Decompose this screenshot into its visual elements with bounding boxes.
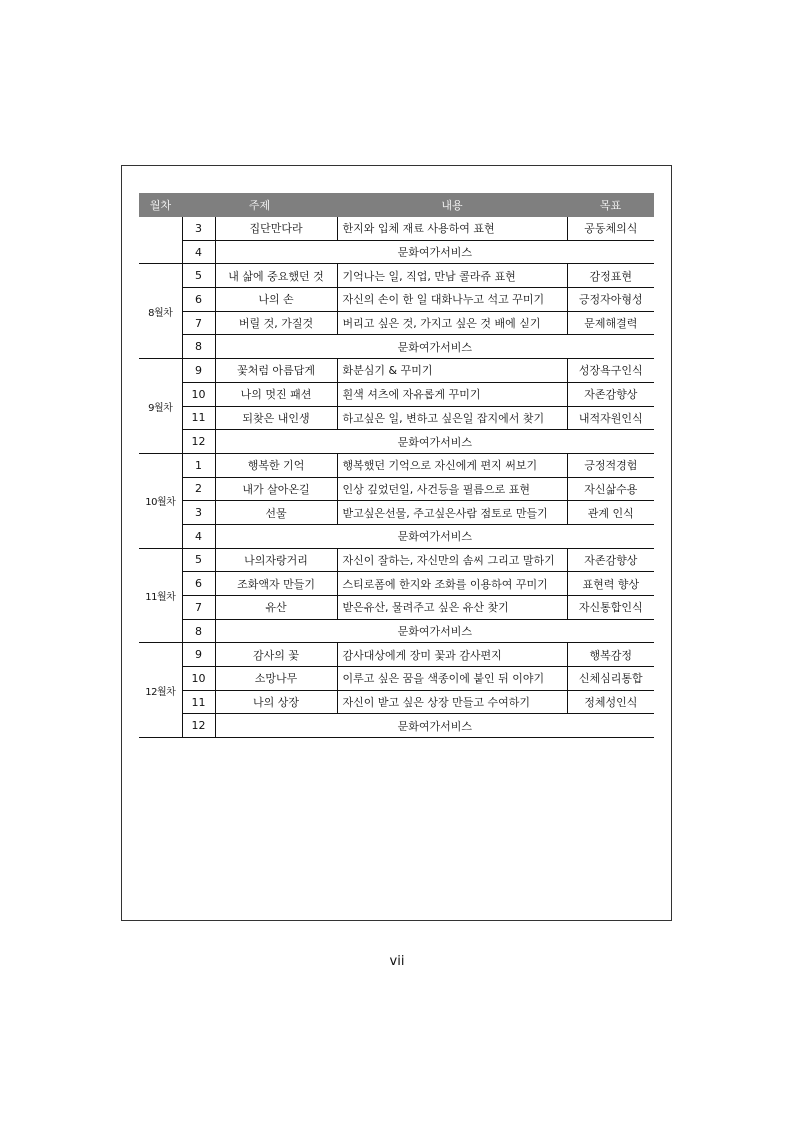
content-cell: 기억나는 일, 직업, 만남 콜라쥬 표현 [337,264,567,288]
table-row [139,643,654,667]
service-span-cell: 문화여가서비스 [215,430,654,454]
goal-cell: 정체성인식 [567,690,654,714]
content-cell: 흰색 셔츠에 자유롭게 꾸미기 [337,382,567,406]
table-header-row [139,193,654,217]
topic-cell: 행복한 기억 [215,453,337,477]
topic-cell: 되찾은 내인생 [215,406,337,430]
table-row [139,548,654,572]
table-row [139,288,654,312]
content-cell: 한지와 입체 재료 사용하여 표현 [337,217,567,240]
topic-cell: 유산 [215,596,337,620]
table-row [139,335,654,359]
table-row [139,572,654,596]
content-cell: 인상 깊었던일, 사건등을 필름으로 표현 [337,477,567,501]
topic-cell: 버릴 것, 가질것 [215,311,337,335]
session-number-cell: 7 [182,311,215,335]
topic-cell: 나의 상장 [215,690,337,714]
table-row [139,714,654,738]
goal-cell: 자신통합인식 [567,596,654,620]
month-cell: 11월차 [139,548,182,643]
topic-cell: 내가 살아온길 [215,477,337,501]
goal-cell: 신체심리통합 [567,667,654,691]
session-number-cell: 12 [182,714,215,738]
service-span-cell: 문화여가서비스 [215,714,654,738]
session-number-cell: 4 [182,524,215,548]
table-row [139,406,654,430]
table-row [139,217,654,240]
content-cell: 화분심기 & 꾸미기 [337,359,567,383]
table-row [139,667,654,691]
goal-cell: 긍정자아형성 [567,288,654,312]
session-number-cell: 6 [182,572,215,596]
goal-cell: 공동체의식 [567,217,654,240]
topic-cell: 조화액자 만들기 [215,572,337,596]
session-number-cell: 9 [182,359,215,383]
table-row [139,359,654,383]
goal-cell: 감정표현 [567,264,654,288]
month-cell [139,217,182,264]
table-row [139,524,654,548]
month-cell: 12월차 [139,643,182,738]
table-row [139,382,654,406]
topic-cell: 나의 멋진 패션 [215,382,337,406]
session-number-cell: 5 [182,548,215,572]
session-number-cell: 10 [182,667,215,691]
content-cell: 자신이 받고 싶은 상장 만들고 수여하기 [337,690,567,714]
topic-cell: 소망나무 [215,667,337,691]
topic-cell: 꽃처럼 아름답게 [215,359,337,383]
month-cell: 9월차 [139,359,182,454]
content-cell: 감사대상에게 장미 꽃과 감사편지 [337,643,567,667]
session-number-cell: 9 [182,643,215,667]
content-cell: 행복했던 기억으로 자신에게 편지 써보기 [337,453,567,477]
table-row [139,311,654,335]
table-body [139,217,654,738]
session-number-cell: 7 [182,596,215,620]
service-span-cell: 문화여가서비스 [215,619,654,643]
topic-cell: 선물 [215,501,337,525]
header-content: 내용 [337,193,567,217]
topic-cell: 집단만다라 [215,217,337,240]
topic-cell: 나의 손 [215,288,337,312]
table-row [139,264,654,288]
session-number-cell: 8 [182,335,215,359]
goal-cell: 관계 인식 [567,501,654,525]
goal-cell: 긍정적경험 [567,453,654,477]
content-cell: 스티로폼에 한지와 조화를 이용하여 꾸미기 [337,572,567,596]
session-number-cell: 4 [182,240,215,264]
topic-cell: 내 삶에 중요했던 것 [215,264,337,288]
table-row [139,501,654,525]
goal-cell: 자신삶수용 [567,477,654,501]
content-cell: 자신이 잘하는, 자신만의 솜씨 그리고 말하기 [337,548,567,572]
header-goal: 목표 [567,193,654,217]
service-span-cell: 문화여가서비스 [215,240,654,264]
content-cell: 자신의 손이 한 일 대화나누고 석고 꾸미기 [337,288,567,312]
month-cell: 10월차 [139,453,182,548]
service-span-cell: 문화여가서비스 [215,335,654,359]
session-number-cell: 2 [182,477,215,501]
topic-cell: 나의자랑거리 [215,548,337,572]
program-schedule-table [139,193,654,738]
session-number-cell: 1 [182,453,215,477]
session-number-cell: 12 [182,430,215,454]
table-row [139,240,654,264]
session-number-cell: 11 [182,690,215,714]
session-number-cell: 3 [182,217,215,240]
session-number-cell: 11 [182,406,215,430]
session-number-cell: 5 [182,264,215,288]
content-cell: 이루고 싶은 꿈을 색종이에 붙인 뒤 이야기 [337,667,567,691]
topic-cell: 감사의 꽃 [215,643,337,667]
content-cell: 받고싶은선물, 주고싶은사람 점토로 만들기 [337,501,567,525]
header-topic: 주제 [182,193,337,217]
content-cell: 버리고 싶은 것, 가지고 싶은 것 배에 싣기 [337,311,567,335]
session-number-cell: 10 [182,382,215,406]
table-row [139,430,654,454]
table-row [139,596,654,620]
content-cell: 받은유산, 물려주고 싶은 유산 찾기 [337,596,567,620]
content-cell: 하고싶은 일, 변하고 싶은일 잡지에서 찾기 [337,406,567,430]
goal-cell: 자존감향상 [567,382,654,406]
service-span-cell: 문화여가서비스 [215,524,654,548]
goal-cell: 표현력 향상 [567,572,654,596]
table-row [139,690,654,714]
month-cell: 8월차 [139,264,182,359]
table-row [139,453,654,477]
table-row [139,477,654,501]
page-number: vii [389,954,405,969]
goal-cell: 성장욕구인식 [567,359,654,383]
session-number-cell: 6 [182,288,215,312]
goal-cell: 내적자원인식 [567,406,654,430]
header-month: 월차 [139,193,182,217]
session-number-cell: 3 [182,501,215,525]
table-row [139,619,654,643]
goal-cell: 자존감향상 [567,548,654,572]
goal-cell: 문제해결력 [567,311,654,335]
goal-cell: 행복감정 [567,643,654,667]
session-number-cell: 8 [182,619,215,643]
